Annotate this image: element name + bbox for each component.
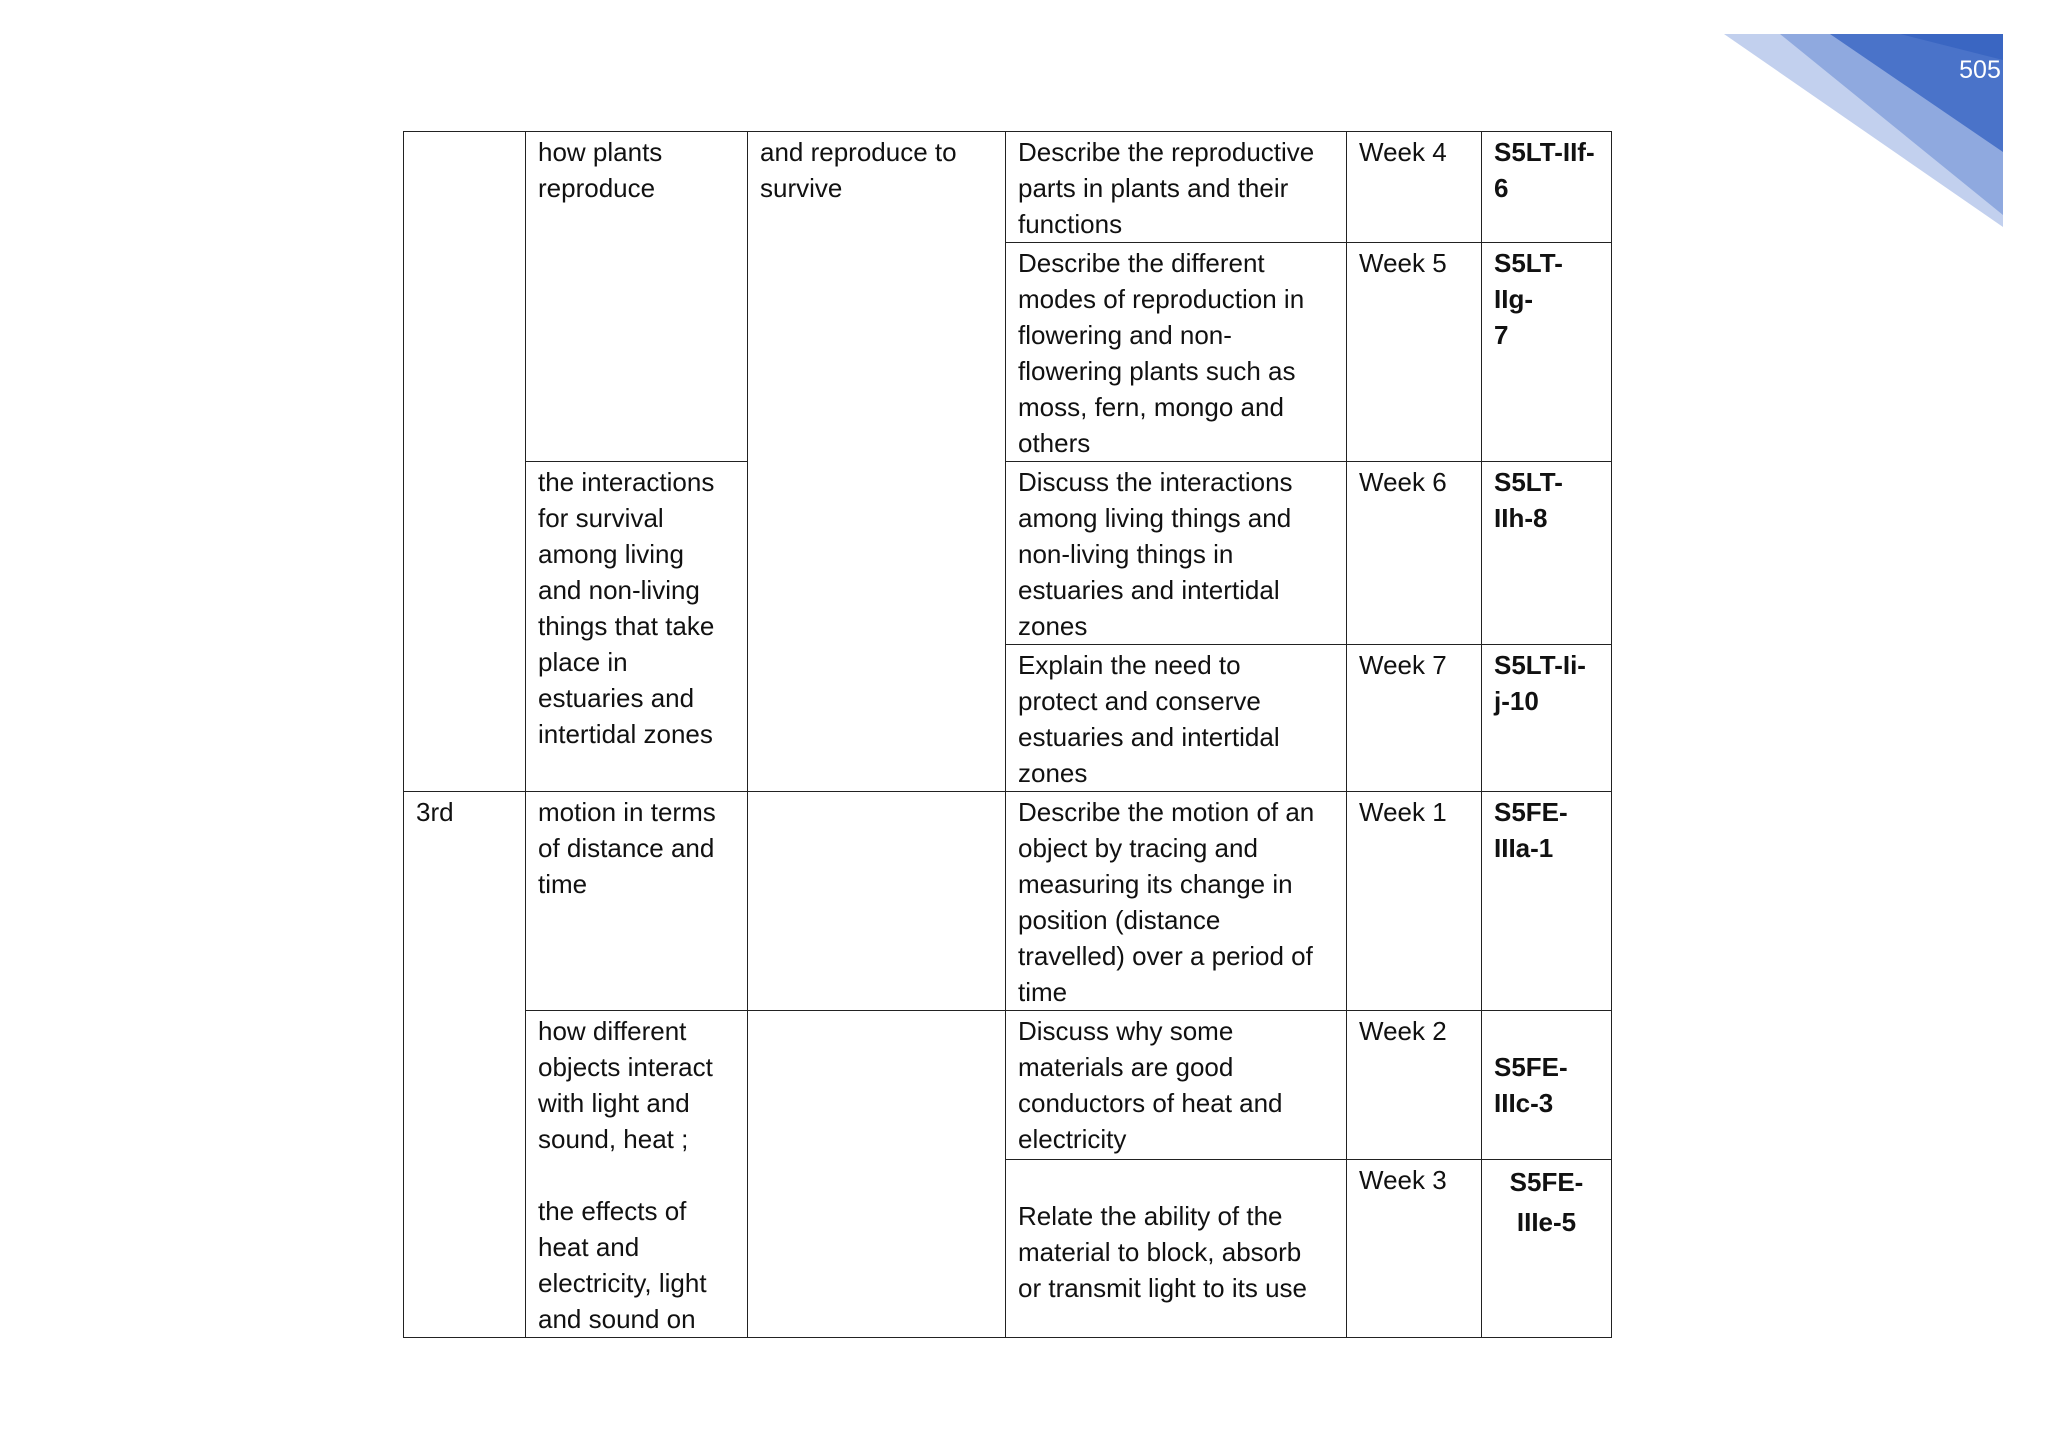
- cell-line: estuaries and: [538, 683, 695, 713]
- table-row: [404, 1011, 1612, 1160]
- table-row: [404, 132, 1612, 243]
- curriculum-table: [403, 131, 1612, 1338]
- cell-line: materials are good: [1018, 1052, 1234, 1082]
- competency-cell: [1006, 1159, 1347, 1337]
- cell-line: or transmit light to its use: [1018, 1272, 1307, 1303]
- cell-line: reproduce: [538, 173, 656, 203]
- cell-line: moss, fern, mongo and: [1018, 392, 1284, 422]
- cell-line: the interactions: [538, 467, 715, 497]
- cell-line: j-10: [1494, 686, 1539, 716]
- competency-cell: [1006, 1011, 1347, 1160]
- cell-line: S5LT-IIg-: [1494, 248, 1563, 314]
- cell-line: others: [1018, 428, 1091, 458]
- competency-cell: [1006, 132, 1347, 243]
- grade-cell: [404, 132, 526, 792]
- week-cell: Week 6: [1347, 462, 1482, 645]
- code-cell: [1482, 645, 1612, 792]
- cell-line: the effects of: [538, 1196, 687, 1226]
- cell-line: Describe the reproductive: [1018, 137, 1315, 167]
- cell-line: place in: [538, 647, 628, 677]
- cell-line: zones: [1018, 611, 1088, 641]
- cell-line: and sound on: [538, 1304, 696, 1334]
- cell-line: S5LT-Ii-: [1494, 650, 1586, 680]
- cell-line: material to block, absorb: [1018, 1236, 1302, 1267]
- cell-line: conductors of heat and: [1018, 1088, 1283, 1118]
- cell-line: things that take: [538, 611, 715, 641]
- competency-cell: [1006, 792, 1347, 1011]
- cell-line: Discuss the interactions: [1018, 467, 1293, 497]
- week-cell: Week 4: [1347, 132, 1482, 243]
- cell-line: motion in terms: [538, 797, 716, 827]
- page-number: 505: [1959, 56, 2001, 84]
- cell-line: travelled) over a period of: [1018, 941, 1313, 971]
- cell-line: time: [538, 869, 588, 899]
- standard-cell: [748, 792, 1006, 1011]
- line-gap: [1494, 1013, 1599, 1049]
- cell-line: and reproduce to: [760, 137, 957, 167]
- cell-line: sound, heat ;: [538, 1124, 689, 1154]
- competency-cell: [1006, 243, 1347, 462]
- cell-line: position (distance: [1018, 905, 1221, 935]
- cell-line: estuaries and intertidal: [1018, 575, 1280, 605]
- cell-line: survive: [760, 173, 843, 203]
- table-row: [404, 792, 1612, 1011]
- code-cell: [1482, 132, 1612, 243]
- cell-line: protect and conserve: [1018, 686, 1261, 716]
- cell-line: time: [1018, 977, 1068, 1007]
- cell-line: with light and: [538, 1088, 690, 1118]
- cell-line: estuaries and intertidal: [1018, 722, 1280, 752]
- cell-line: S5LT-IIf-: [1494, 137, 1595, 167]
- code-cell: [1482, 792, 1612, 1011]
- topic-cell: [526, 132, 748, 462]
- cell-line: flowering plants such as: [1018, 356, 1296, 386]
- competency-cell: [1006, 645, 1347, 792]
- code-cell: [1482, 243, 1612, 462]
- cell-line: parts in plants and their: [1018, 173, 1289, 203]
- cell-line: functions: [1018, 209, 1123, 239]
- cell-line: IIIc-3: [1494, 1088, 1554, 1118]
- cell-line: Relate the ability of the: [1018, 1200, 1283, 1231]
- table-row: [404, 462, 1612, 645]
- cell-line: Describe the motion of an: [1018, 797, 1315, 827]
- cell-line: electricity, light: [538, 1268, 707, 1298]
- code-cell: [1482, 1159, 1612, 1337]
- code-cell: [1482, 462, 1612, 645]
- cell-line: S5LT-: [1494, 467, 1563, 497]
- cell-line: Discuss why some: [1018, 1016, 1234, 1046]
- competency-cell: [1006, 462, 1347, 645]
- cell-line: among living things and: [1018, 503, 1292, 533]
- cell-line: electricity: [1018, 1124, 1127, 1154]
- cell-line: flowering and non-: [1018, 320, 1232, 350]
- cell-line: 7: [1494, 320, 1509, 350]
- week-cell: Week 5: [1347, 243, 1482, 462]
- grade-cell: 3rd: [404, 792, 526, 1338]
- week-cell: Week 1: [1347, 792, 1482, 1011]
- cell-line: modes of reproduction in: [1018, 284, 1305, 314]
- standard-cell: [748, 1011, 1006, 1338]
- cell-line: Explain the need to: [1018, 650, 1241, 680]
- cell-line: heat and: [538, 1232, 640, 1262]
- cell-line: how plants: [538, 137, 663, 167]
- cell-line: S5FE-: [1494, 1052, 1568, 1082]
- week-cell: Week 3: [1347, 1159, 1482, 1337]
- cell-line: objects interact: [538, 1052, 713, 1082]
- cell-line: S5FE-: [1494, 797, 1568, 827]
- line-gap: [538, 1157, 735, 1193]
- code-cell: [1482, 1011, 1612, 1160]
- week-cell: Week 7: [1347, 645, 1482, 792]
- cell-line: intertidal zones: [538, 719, 713, 749]
- line-gap: [1018, 1162, 1334, 1198]
- cell-line: non-living things in: [1018, 539, 1234, 569]
- cell-line: of distance and: [538, 833, 715, 863]
- week-cell: Week 2: [1347, 1011, 1482, 1160]
- cell-line: IIIe-5: [1516, 1206, 1577, 1237]
- cell-line: for survival: [538, 503, 664, 533]
- topic-cell: [526, 462, 748, 792]
- standard-cell: [748, 132, 1006, 792]
- cell-line: measuring its change in: [1018, 869, 1293, 899]
- cell-line: S5FE-: [1509, 1166, 1584, 1197]
- cell-line: 6: [1494, 173, 1509, 203]
- cell-line: zones: [1018, 758, 1088, 788]
- cell-line: how different: [538, 1016, 687, 1046]
- cell-line: IIIa-1: [1494, 833, 1554, 863]
- cell-line: IIh-8: [1494, 503, 1548, 533]
- cell-line: and non-living: [538, 575, 700, 605]
- topic-cell: [526, 792, 748, 1011]
- cell-line: Describe the different: [1018, 248, 1265, 278]
- topic-cell: [526, 1011, 748, 1338]
- cell-line: among living: [538, 539, 684, 569]
- cell-line: object by tracing and: [1018, 833, 1258, 863]
